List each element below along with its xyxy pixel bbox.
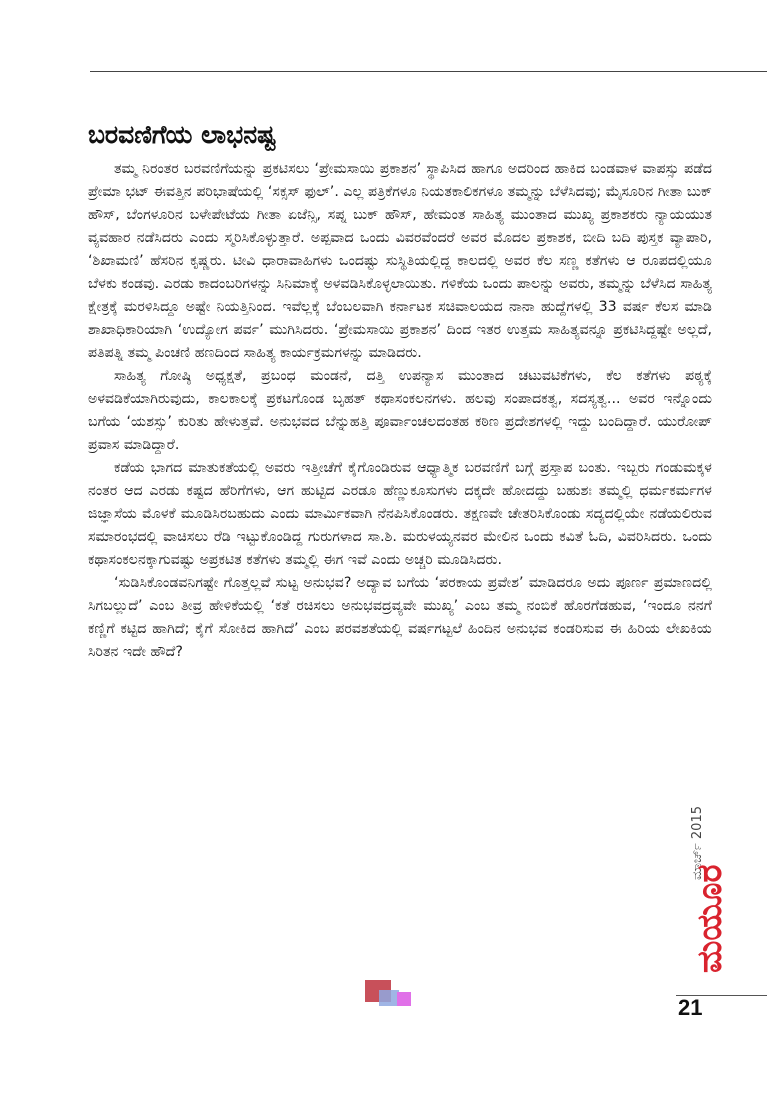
magazine-logo [676,864,730,973]
article-body [88,118,712,664]
issue-date: ಮಾರ್ಚ್ 2015 [690,806,705,880]
paragraph-4: ‘ಸುಡಿಸಿಕೊಂಡವನಿಗಷ್ಟೇ ಗೊತ್ತಲ್ಲವೆ ಸುಟ್ಟ ಅನುಭವ? ಅದ್ಯಾವ ಬಗೆಯ ‘ಪರಕಾಯ ಪ್ರವೇಶ’ ಮಾಡಿದರೂ ಅದು ಪೂರ್ಣ ಪ್ರಮಾಣದಲ್ಲಿ ಸಿಗಬಲ್ಲುದೆ’ ಎಂಬ ತೀವ್ರ ಹೇಳಿಕೆಯಲ್ಲಿ ‘ಕತೆ ರಚಿಸಲು ಅನುಭವದ್ರವ್ಯವೇ ಮುಖ್ಯ’ ಎಂಬ ತಮ್ಮ ನಂಬಿಕೆ ಹೊರಗೆಡಹುವ, ‘ಇಂದೂ ನನಗೆ ಕಣ್ಣಿಗೆ ಕಟ್ಟಿದ ಹಾಗಿದೆ; ಕೈಗೆ ಸೋಕಿದ ಹಾಗಿದೆ’ ಎಂಬ ಪರವಶತೆಯಲ್ಲಿ ವರ್ಷಗಟ್ಟಲೆ ಹಿಂದಿನ ಅನುಭವ ಕಂಡರಿಸುವ ಈ ಹಿರಿಯ ಲೇಖಕಿಯ ಸಿರಿತನ ಇದೇ ಹೌದೆ? [88,575,712,660]
page-number: 21 [678,995,703,1020]
paragraph-1: ತಮ್ಮ ನಿರಂತರ ಬರವಣಿಗೆಯನ್ನು ಪ್ರಕಟಿಸಲು ‘ಪ್ರೇಮಸಾಯಿ ಪ್ರಕಾಶನ’ ಸ್ಥಾಪಿಸಿದ ಹಾಗೂ ಅದರಿಂದ ಹಾಕಿದ ಬಂಡವಾಳ ವಾಪಸ್ಸು ಪಡೆದ ಪ್ರೇಮಾ ಭಟ್ ಈವತ್ತಿನ ಪರಿಭಾಷೆಯಲ್ಲಿ ‘ಸಕ್ಸಸ್ ಫುಲ್’. ಎಲ್ಲ ಪತ್ರಿಕೆಗಳೂ ನಿಯತಕಾಲಿಕಗಳೂ ತಮ್ಮನ್ನು ಬೆಳೆಸಿದವು; ಮೈಸೂರಿನ ಗೀತಾ ಬುಕ್ ಹೌಸ್, ಬೆಂಗಳೂರಿನ ಬಳೇಪೇಟೆಯ ಗೀತಾ ಏಜೆನ್ಸಿ, ಸಪ್ನ ಬುಕ್ ಹೌಸ್, ಹೇಮಂತ ಸಾಹಿತ್ಯ ಮುಂತಾದ ಮುಖ್ಯ ಪ್ರಕಾಶಕರು ನ್ಯಾಯಯುತ ವ್ಯವಹಾರ ನಡೆಸಿದರು ಎಂದು ಸ್ಮರಿಸಿಕೊಳ್ಳುತ್ತಾರೆ. ಅಪ್ಪವಾದ ಒಂದು ವಿವರವೆಂದರೆ ಅವರ ಮೊದಲ ಪ್ರಕಾಶಕ, ಬೀದಿ ಬದಿ ಪುಸ್ತಕ ವ್ಯಾಪಾರಿ, ‘ಶಿಖಾಮಣಿ’ ಹೆಸರಿನ ಕೃಷ್ಣರು. ಟೀವಿ ಧಾರಾವಾಹಿಗಳು ಒಂದಷ್ಟು ಸುಸ್ಥಿತಿಯಲ್ಲಿದ್ದ ಕಾಲದಲ್ಲಿ ಅವರ ಕೆಲ ಸಣ್ಣ ಕತೆಗಳು ಆ ರೂಪದಲ್ಲಿಯೂ ಬೆಳಕು ಕಂಡವು. ಎರಡು ಕಾದಂಬರಿಗಳನ್ನು ಸಿನಿಮಾಕ್ಕೆ ಅಳವಡಿಸಿಕೊಳ್ಳಲಾಯಿತು. ಗಳಿಕೆಯ ಒಂದು ಪಾಲನ್ನು ಅವರು, ತಮ್ಮನ್ನು ಬೆಳೆಸಿದ ಸಾಹಿತ್ಯ ಕ್ಷೇತ್ರಕ್ಕೆ ಮರಳಿಸಿದ್ದೂ ಅಷ್ಟೇ ನಿಯತ್ತಿನಿಂದ. ಇವೆಲ್ಲಕ್ಕೆ ಬೆಂಬಲವಾಗಿ ಕರ್ನಾಟಕ ಸಚಿವಾಲಯದ ನಾನಾ ಹುದ್ದೆಗಳಲ್ಲಿ 33 ವರ್ಷ ಕೆಲಸ ಮಾಡಿ ಶಾಖಾಧಿಕಾರಿಯಾಗಿ ‘ಉದ್ಯೋಗ ಪರ್ವ’ ಮುಗಿಸಿದರು. ‘ಪ್ರೇಮಸಾಯಿ ಪ್ರಕಾಶನ’ ದಿಂದ ಇತರ ಉತ್ತಮ ಸಾಹಿತ್ಯವನ್ನೂ ಪ್ರಕಟಿಸಿದ್ದಷ್ಟೇ ಅಲ್ಲದೆ, ಪತಿಪತ್ನಿ ತಮ್ಮ ಪಿಂಚಣಿ ಹಣದಿಂದ ಸಾಹಿತ್ಯ ಕಾರ್ಯಕ್ರಮಗಳನ್ನು ಮಾಡಿದರು. [88,161,712,361]
paragraph-2: ಸಾಹಿತ್ಯ ಗೋಷ್ಠಿ ಅಧ್ಯಕ್ಷತೆ, ಪ್ರಬಂಧ ಮಂಡನೆ, ದತ್ತಿ ಉಪನ್ಯಾಸ ಮುಂತಾದ ಚಟುವಟಿಕೆಗಳು, ಕೆಲ ಕತೆಗಳು ಪಠ್ಯಕ್ಕೆ ಅಳವಡಿಕೆಯಾಗಿರುವುದು, ಕಾಲಕಾಲಕ್ಕೆ ಪ್ರಕಟಗೊಂಡ ಬೃಹತ್ ಕಥಾಸಂಕಲನಗಳು. ಹಲವು ಸಂಪಾದಕತ್ವ, ಸದಸ್ಯತ್ವ... ಅವರ ಇನ್ನೊಂದು ಬಗೆಯ ‘ಯಶಸ್ಸು’ ಕುರಿತು ಹೇಳುತ್ತವೆ. ಅನುಭವದ ಬೆನ್ನುಹತ್ತಿ ಪೂರ್ವಾಂಚಲದಂತಹ ಕಠಿಣ ಪ್ರದೇಶಗಳಲ್ಲಿ ಇದ್ದು ಬಂದಿದ್ದಾರೆ. ಯುರೋಪ್ ಪ್ರವಾಸ ಮಾಡಿದ್ದಾರೆ. [88,368,712,453]
article-heading: ಬರವಣಿಗೆಯ ಲಾಭನಷ್ಟ [88,120,276,149]
top-divider [90,71,767,72]
magazine-logo-text: ಮಯೂರ [689,864,730,973]
decorative-squares [365,980,415,1012]
paragraph-3: ಕಡೆಯ ಭಾಗದ ಮಾತುಕತೆಯಲ್ಲಿ ಅವರು ಇತ್ತೀಚೆಗೆ ಕೈಗೊಂಡಿರುವ ಆಧ್ಯಾತ್ಮಿಕ ಬರವಣಿಗೆ ಬಗ್ಗೆ ಪ್ರಸ್ತಾಪ ಬಂತು. ಇಬ್ಬರು ಗಂಡುಮಕ್ಕಳ ನಂತರ ಆದ ಎರಡು ಕಷ್ಟದ ಹೆರಿಗೆಗಳು, ಆಗ ಹುಟ್ಟಿದ ಎರಡೂ ಹೆಣ್ಣುಕೂಸುಗಳು ದಕ್ಕದೇ ಹೋದದ್ದು ಬಹುಶಃ ತಮ್ಮಲ್ಲಿ ಧರ್ಮಕರ್ಮಗಳ ಜಿಜ್ಞಾಸೆಯ ಮೊಳಕೆ ಮೂಡಿಸಿರಬಹುದು ಎಂದು ಮಾರ್ಮಿಕವಾಗಿ ನೆನಪಿಸಿಕೊಂಡರು. ತಕ್ಷಣವೇ ಚೇತರಿಸಿಕೊಂಡು ಸದ್ಯದಲ್ಲಿಯೇ ನಡೆಯಲಿರುವ ಸಮಾರಂಭದಲ್ಲಿ ವಾಚಿಸಲು ರೆಡಿ ಇಟ್ಟುಕೊಂಡಿದ್ದ ಗುರುಗಳಾದ ಸಾ.ಶಿ. ಮರುಳಯ್ಯನವರ ಮೇಲಿನ ಒಂದು ಕವಿತೆ ಓದಿ, ವಿವರಿಸಿದರು. ಒಂದು ಕಥಾಸಂಕಲನಕ್ಕಾಗುವಷ್ಟು ಅಪ್ರಕಟಿತ ಕತೆಗಳು ತಮ್ಮಲ್ಲಿ ಈಗ ಇವೆ ಎಂದು ಅಚ್ಚರಿ ಮೂಡಿಸಿದರು. [88,460,712,568]
